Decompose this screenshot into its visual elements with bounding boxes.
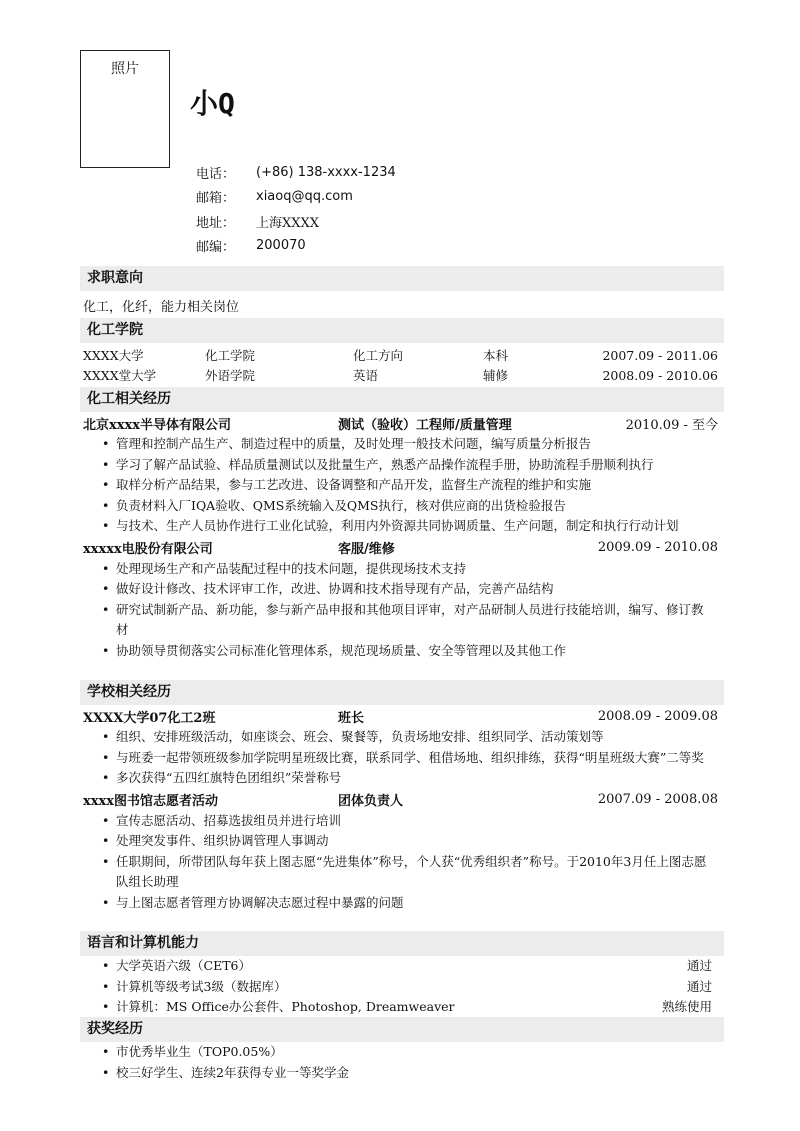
objective-text: 化工，化纤，能力相关岗位	[83, 300, 240, 315]
skill-status: 通过	[686, 978, 712, 994]
list-item: • 学习了解产品试验、样品质量测试以及批量生产，熟悉产品操作流程手册，协助流程手册顺利执行	[116, 455, 724, 476]
work-section	[80, 387, 724, 661]
contact-phone: 电话： (+86) 138-xxxx-1234	[196, 164, 396, 182]
job-org: XXXX大学07化工2班	[83, 710, 216, 726]
section-title: 求职意向	[80, 266, 724, 291]
list-item: • 多次获得“五四红旗特色团组织”荣誉称号	[116, 768, 724, 789]
job-role: 班长	[338, 710, 365, 726]
education-row: XXXX大学 化工学院 化工方向 本科 2007.09 - 2011.06	[83, 347, 718, 363]
list-item: • 校三好学生、连续2年获得专业一等奖学金	[116, 1063, 724, 1084]
list-item: • 取样分析产品结果，参与工艺改进、设备调整和产品开发，监督生产流程的维护和实施	[116, 475, 724, 496]
job-date: 2009.09 - 2010.08	[597, 540, 718, 555]
awards-list	[80, 1042, 724, 1083]
job-bullets	[80, 727, 724, 789]
skill-status: 熟练使用	[661, 999, 712, 1014]
contact-info	[196, 160, 396, 258]
section-title: 语言和计算机能力	[80, 931, 724, 956]
list-item	[116, 977, 724, 998]
list-item: • 协助领导贯彻落实公司标准化管理体系，规范现场质量、安全等管理以及其他工作	[116, 641, 724, 662]
list-item: • 管理和控制产品生产、制造过程中的质量，及时处理一般技术问题，编写质量分析报告	[116, 434, 724, 455]
list-item: • 与技术、生产人员协作进行工业化试验，利用内外资源共同协调质量、生产问题，制定和执行行动计划	[116, 516, 724, 537]
address-value: 上海XXXX	[256, 215, 320, 231]
job-header	[80, 705, 724, 727]
phone-value: (+86) 138-xxxx-1234	[256, 164, 396, 180]
job-header	[80, 412, 724, 434]
photo-placeholder	[80, 50, 170, 168]
contact-email: 邮箱： xiaoq@qq.com	[196, 189, 353, 207]
list-item: • 做好设计修改、技术评审工作，改进、协调和技术指导现有产品，完善产品结构	[116, 579, 724, 600]
list-item: • 负责材料入厂IQA验收、QMS系统输入及QMS执行，核对供应商的出货检验报告	[116, 496, 724, 517]
job-org: xxxx图书馆志愿者活动	[83, 794, 219, 809]
photo-label: 照片	[111, 61, 139, 77]
skills-list	[80, 956, 724, 1018]
job-bullets	[80, 434, 724, 537]
job-role: 测试（验收）工程师/质量管理	[338, 417, 512, 433]
job-header	[80, 537, 724, 559]
objective-section	[80, 266, 724, 314]
list-item: • 处理突发事件、组织协调管理人事调动	[116, 831, 724, 852]
list-item: • 研究试制新产品、新功能，参与新产品申报和其他项目评审，对产品研制人员进行技能培训，编写、修订教材	[116, 600, 724, 641]
job-date: 2007.09 - 2008.08	[597, 792, 718, 807]
candidate-name: 小Q	[190, 87, 235, 120]
section-title: 获奖经历	[80, 1017, 724, 1042]
skill-text: • 计算机：MS Office办公套件、Photoshop, Dreamweaver	[116, 999, 455, 1014]
list-item: • 组织、安排班级活动，如座谈会、班会、聚餐等，负责场地安排、组织同学、活动策划等	[116, 727, 724, 748]
job-bullets	[80, 811, 724, 914]
job-role: 客服/维修	[338, 542, 395, 557]
job-header	[80, 789, 724, 811]
list-item: • 市优秀毕业生（TOP0.05%）	[116, 1042, 724, 1063]
postcode-value: 200070	[256, 238, 306, 254]
job-bullets	[80, 559, 724, 662]
list-item: • 宣传志愿活动、招募选拔组员并进行培训	[116, 811, 724, 832]
list-item: • 任职期间，所带团队每年获上图志愿“先进集体”称号，个人获“优秀组织者”称号。于2010年3月任上图志愿队组长助理	[116, 852, 724, 893]
list-item	[116, 997, 724, 1018]
job-date: 2008.09 - 2009.08	[597, 708, 718, 724]
list-item: • 与上图志愿者管理方协调解决志愿过程中暴露的问题	[116, 893, 724, 914]
skill-status: 通过	[686, 958, 712, 973]
skill-text: • 大学英语六级（CET6）	[116, 958, 251, 973]
education-section	[80, 318, 724, 385]
list-item: • 处理现场生产和产品装配过程中的技术问题，提供现场技术支持	[116, 559, 724, 580]
job-org: 北京xxxx半导体有限公司	[83, 417, 232, 433]
section-title: 学校相关经历	[80, 680, 724, 705]
education-row: XXXX堂大学 外语学院 英语 辅修 2008.09 - 2010.06	[83, 367, 718, 383]
skills-section	[80, 931, 724, 1018]
section-title: 化工相关经历	[80, 387, 724, 412]
job-role: 团体负责人	[338, 794, 404, 809]
awards-section	[80, 1017, 724, 1083]
contact-address: 地址： 上海XXXX	[196, 209, 396, 234]
school-section	[80, 680, 724, 913]
section-title: 化工学院	[80, 318, 724, 343]
list-item: • 与班委一起带领班级参加学院明星班级比赛，联系同学、租借场地、组织排练，获得“明星班级大赛”二等奖	[116, 748, 724, 769]
list-item	[116, 956, 724, 977]
skill-text: • 计算机等级考试3级（数据库）	[116, 978, 287, 994]
job-date: 2010.09 - 至今	[625, 417, 718, 433]
email-value: xiaoq@qq.com	[256, 189, 353, 205]
job-org: xxxxx电股份有限公司	[83, 542, 213, 557]
contact-postcode: 邮编： 200070	[196, 238, 306, 256]
